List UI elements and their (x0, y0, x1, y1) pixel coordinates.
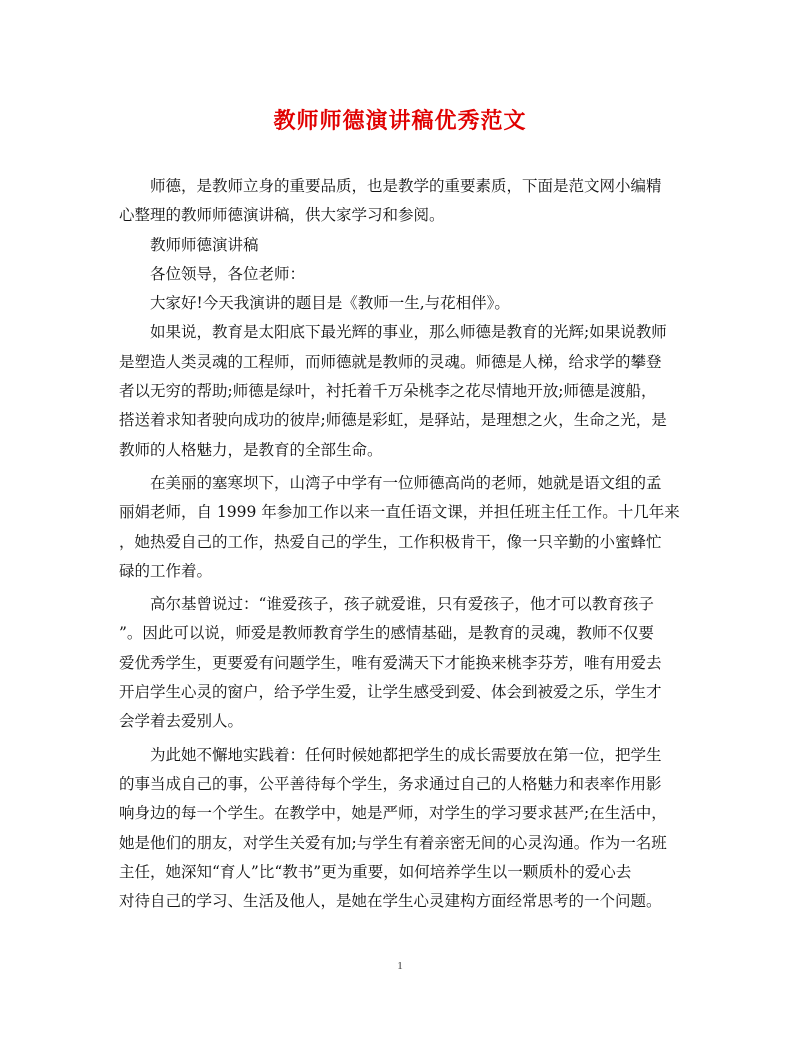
paragraph-line: 搭送着求知者驶向成功的彼岸;师德是彩虹，是驿站，是理想之火，生命之光，是 (119, 411, 667, 430)
paragraph-line: ，她热爱自己的工作，热爱自己的学生，工作积极肯干，像一只辛勤的小蜜蜂忙 (119, 532, 662, 551)
paragraph-line: 在美丽的塞寒坝下，山湾子中学有一位师德高尚的老师，她就是语文组的孟 (150, 473, 662, 492)
paragraph-line: 为此她不懈地实践着：任何时候她都把学生的成长需要放在第一位，把学生 (150, 745, 662, 764)
paragraph-line: 爱优秀学生，更要爱有问题学生，唯有爱满天下才能换来桃李芬芳，唯有用爱去 (119, 653, 662, 672)
paragraph-line: ”。因此可以说，师爱是教师教育学生的感情基础，是教育的灵魂，教师不仅要 (119, 624, 654, 643)
paragraph-line: 对待自己的学习、生活及他人，是她在学生心灵建构方面经常思考的一个问题。 (119, 892, 662, 911)
paragraph-line: 碌的工作着。 (119, 561, 213, 580)
paragraph-line: 是塑造人类灵魂的工程师，而师德就是教师的灵魂。师德是人梯，给求学的攀登 (119, 352, 662, 371)
paragraph-line: 教师的人格魅力，是教育的全部生命。 (119, 440, 383, 459)
paragraph-line: 者以无穷的帮助;师德是绿叶，衬托着千万朵桃李之花尽情地开放;师德是渡船， (119, 382, 657, 401)
paragraph-line: 如果说，教育是太阳底下最光辉的事业，那么师德是教育的光辉;如果说教师 (150, 323, 667, 342)
salutation-line: 各位领导，各位老师： (150, 264, 306, 283)
paragraph-line: 丽娟老师，自 1999 年参加工作以来一直任语文课，并担任班主任工作。十几年来 (119, 503, 680, 522)
paragraph-line: 她是他们的朋友，对学生关爱有加;与学生有着亲密无间的心灵沟通。作为一名班 (119, 833, 667, 852)
paragraph-line: 心整理的教师师德演讲稿，供大家学习和参阅。 (119, 206, 445, 225)
paragraph-line: 大家好!今天我演讲的题目是《教师一生,与花相伴》。 (150, 294, 510, 313)
document-title: 教师师德演讲稿优秀范文 (273, 108, 527, 134)
paragraph-line: 会学着去爱别人。 (119, 712, 244, 731)
paragraph-line: 主任，她深知“育人”比“教书”更为重要，如何培养学生以一颗质朴的爱心去 (119, 862, 632, 881)
paragraph-line: 的事当成自己的事，公平善待每个学生，务求通过自己的人格魅力和表率作用影 (119, 774, 662, 793)
page-number: 1 (397, 960, 403, 972)
paragraph-line: 开启学生心灵的窗户，给予学生爱，让学生感受到爱、体会到被爱之乐，学生才 (119, 683, 662, 702)
document-body (119, 172, 681, 916)
paragraph-line: 高尔基曾说过：“谁爱孩子，孩子就爱谁，只有爱孩子，他才可以教育孩子 (150, 595, 654, 614)
paragraph-line: 师德，是教师立身的重要品质，也是教学的重要素质，下面是范文网小编精 (150, 177, 662, 195)
paragraph-line: 响身边的每一个学生。在教学中，她是严师，对学生的学习要求甚严;在生活中， (119, 804, 667, 823)
subheading-line: 教师师德演讲稿 (150, 235, 259, 254)
